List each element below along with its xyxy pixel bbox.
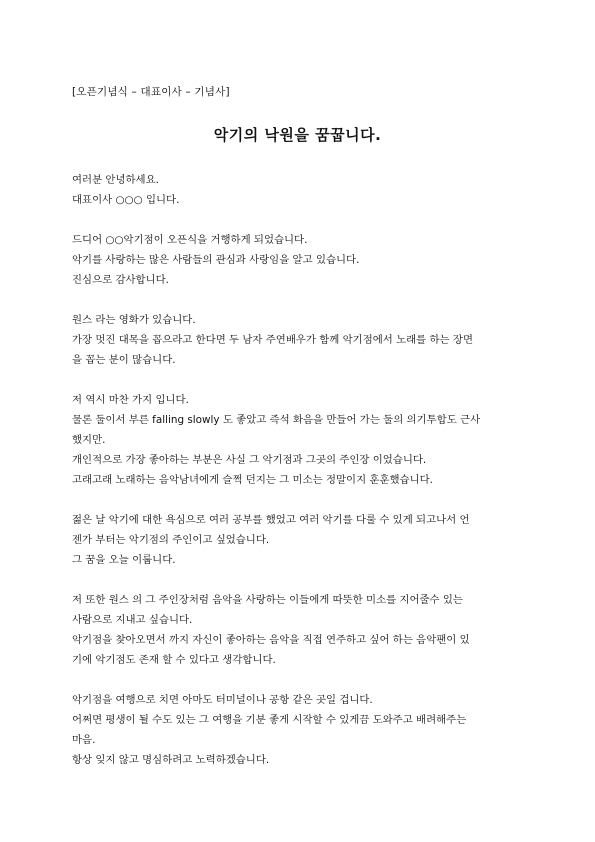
- paragraph-greeting: [72, 170, 524, 210]
- text-line: 악기점을 찾아오면서 까지 자신이 좋아하는 음악을 직접 연주하고 싶어 하는 음악팬이 있: [72, 634, 470, 646]
- document-body: [72, 170, 524, 790]
- text-line: 대표이사 ○○○ 입니다.: [72, 194, 180, 206]
- paragraph-once-movie: [72, 310, 524, 370]
- text-line: 원스 라는 영화가 있습니다.: [72, 314, 196, 326]
- text-line: 했지만.: [72, 434, 106, 446]
- paragraph-closing: [72, 690, 524, 770]
- text-line: 어쩌면 평생이 될 수도 있는 그 여행을 기분 좋게 시작할 수 있게끔 도와주고 배려해주는: [72, 714, 467, 726]
- text-line: 여러분 안녕하세요.: [72, 174, 159, 186]
- text-line: 기에 악기점도 존재 할 수 있다고 생각합니다.: [72, 654, 276, 666]
- text-line: 젠가 부터는 악기점의 주인이고 싶었습니다.: [72, 534, 270, 546]
- text-line: 젊은 날 악기에 대한 욕심으로 여러 공부를 했었고 여러 악기를 다룰 수 있게 되고나서 언: [72, 514, 470, 526]
- paragraph-opening: [72, 230, 524, 290]
- text-line: 저 또한 원스 의 그 주인장처럼 음악을 사랑하는 이들에게 따뜻한 미소를 지어줄수 있는: [72, 594, 463, 606]
- text-line: 진심으로 감사합니다.: [72, 274, 169, 286]
- text-line: 항상 잊지 않고 명심하려고 노력하겠습니다.: [72, 754, 270, 766]
- paragraph-favorite-scene: [72, 390, 524, 490]
- document-title: 악기의 낙원을 꿈꿉니다.: [213, 126, 382, 144]
- text-line: 개인적으로 가장 좋아하는 부분은 사실 그 악기점과 그곳의 주인장 이었습니다.: [72, 454, 427, 466]
- paragraph-dream: [72, 510, 524, 570]
- text-line: 고래고래 노래하는 음악남녀에게 슬쩍 던지는 그 미소는 정말이지 훈훈했습니다.: [72, 474, 433, 486]
- text-line: 저 역시 마찬 가지 입니다.: [72, 394, 189, 406]
- text-line: 악기점을 여행으로 치면 아마도 터미널이나 공항 같은 곳일 겁니다.: [72, 694, 373, 706]
- header-tag: [오픈기념식 – 대표이사 – 기념사]: [72, 86, 230, 98]
- text-line: 사람으로 지내고 싶습니다.: [72, 614, 193, 626]
- text-line: 을 꼽는 분이 많습니다.: [72, 354, 176, 366]
- text-line: 물론 둘이서 부른 falling slowly 도 좋았고 즉석 화음을 만들어 가는 둘의 의기투합도 근사: [72, 414, 481, 426]
- text-line: 드디어 ○○악기점이 오픈식을 거행하게 되었습니다.: [72, 234, 308, 246]
- text-line: 악기를 사랑하는 많은 사람들의 관심과 사랑임을 알고 있습니다.: [72, 254, 360, 266]
- paragraph-aspiration: [72, 590, 524, 670]
- text-line: 그 꿈을 오늘 이룹니다.: [72, 554, 176, 566]
- text-line: 가장 멋진 대목을 꼽으라고 한다면 두 남자 주연배우가 함께 악기점에서 노래를 하는 장면: [72, 334, 473, 346]
- text-line: 마음.: [72, 734, 96, 746]
